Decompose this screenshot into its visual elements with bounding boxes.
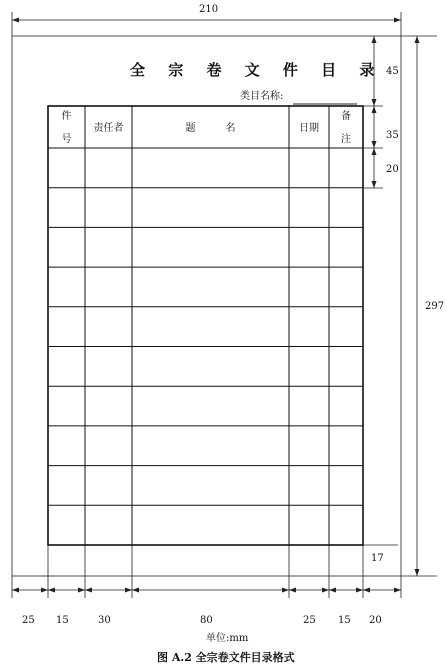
- header-responsible: 责任者: [93, 123, 124, 134]
- dim-page-width: 210: [199, 4, 219, 15]
- dim-top-margin: 45: [386, 66, 399, 77]
- dim-header-row: 35: [386, 130, 399, 141]
- dim-col-item-no: 15: [56, 615, 69, 626]
- dim-row-height: 20: [386, 164, 399, 175]
- dim-page-height: 297: [425, 301, 445, 312]
- dim-bottom-margin: 17: [371, 553, 384, 564]
- catalog-table: [48, 106, 363, 545]
- header-title: 题 名: [185, 123, 236, 134]
- header-item-no-bottom: 号: [61, 134, 72, 145]
- header-remarks-top: 备: [341, 111, 351, 122]
- dim-right-margin: 20: [369, 615, 382, 626]
- dim-col-responsible: 30: [98, 615, 111, 626]
- header-remarks-bottom: 注: [341, 134, 351, 145]
- category-label: 类目名称:: [240, 91, 284, 102]
- dim-col-title: 80: [200, 615, 213, 626]
- figure-caption: 图 A.2 全宗卷文件目录格式: [157, 651, 295, 664]
- unit-label: 单位:mm: [206, 633, 249, 644]
- dim-col-remarks: 15: [338, 615, 351, 626]
- dim-col-date: 25: [303, 615, 316, 626]
- header-item-no-top: 件: [61, 111, 72, 122]
- document-title: 全 宗 卷 文 件 目 录: [130, 61, 384, 79]
- header-date: 日期: [299, 123, 319, 134]
- dim-left-margin: 25: [22, 615, 35, 626]
